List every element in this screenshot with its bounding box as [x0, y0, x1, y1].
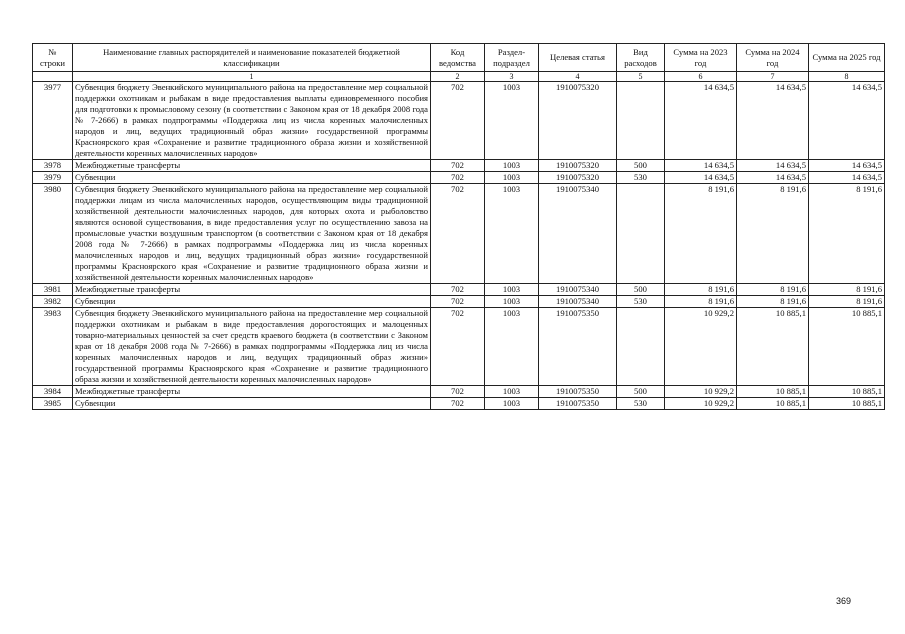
row-target: 1910075320: [539, 172, 617, 184]
row-number: 3977: [33, 82, 73, 160]
table-row: [33, 184, 885, 284]
row-kind: [617, 82, 665, 160]
row-name: Межбюджетные трансферты: [73, 284, 431, 296]
table-row: [33, 172, 885, 184]
row-sum-2024: 8 191,6: [737, 284, 809, 296]
column-number: 8: [809, 72, 885, 82]
column-number: 6: [665, 72, 737, 82]
row-sum-2023: 14 634,5: [665, 172, 737, 184]
row-section: 1003: [485, 284, 539, 296]
row-target: 1910075340: [539, 296, 617, 308]
row-sum-2024: 14 634,5: [737, 160, 809, 172]
row-name: Межбюджетные трансферты: [73, 160, 431, 172]
row-name: Межбюджетные трансферты: [73, 386, 431, 398]
row-kind: 530: [617, 296, 665, 308]
column-number: 4: [539, 72, 617, 82]
row-name: Субвенции: [73, 398, 431, 410]
row-sum-2025: 10 885,1: [809, 386, 885, 398]
row-kind: 500: [617, 284, 665, 296]
row-kind: 530: [617, 172, 665, 184]
row-target: 1910075340: [539, 184, 617, 284]
row-name: Субвенции: [73, 296, 431, 308]
row-sum-2023: 14 634,5: [665, 82, 737, 160]
row-section: 1003: [485, 184, 539, 284]
row-number: 3979: [33, 172, 73, 184]
row-sum-2024: 10 885,1: [737, 386, 809, 398]
row-section: 1003: [485, 82, 539, 160]
row-sum-2023: 10 929,2: [665, 386, 737, 398]
table-row: [33, 386, 885, 398]
row-sum-2025: 10 885,1: [809, 308, 885, 386]
row-target: 1910075340: [539, 284, 617, 296]
row-kind: 500: [617, 160, 665, 172]
column-number-blank: [33, 72, 73, 82]
header-row: [33, 44, 885, 72]
column-number: 1: [73, 72, 431, 82]
row-sum-2024: 14 634,5: [737, 82, 809, 160]
header-code: Код ведомства: [431, 44, 485, 72]
header-section: Раздел-подраздел: [485, 44, 539, 72]
row-sum-2023: 14 634,5: [665, 160, 737, 172]
header-kind: Вид расходов: [617, 44, 665, 72]
row-target: 1910075350: [539, 308, 617, 386]
header-name: Наименование главных распорядителей и наименование показателей бюджетной классификации: [73, 44, 431, 72]
header-sum-2023: Сумма на 2023 год: [665, 44, 737, 72]
row-code: 702: [431, 398, 485, 410]
row-name: Субвенция бюджету Эвенкийского муниципального района на предоставление мер социальной поддержки охотникам и рыбакам в виде предоставления выплаты единовременного пособия для подготовки к промысловому сезону (в соответствии с Законом края от 18 декабря 2008 года № 7-2666) в рамках подпрограммы «Поддержка лиц из числа коренных малочисленных народов и лиц, ведущих традиционный образ жизни» государственной программы Красноярского края «Сохранение и развитие традиционного образа жизни и хозяйственной деятельности коренных малочисленных народов»: [73, 82, 431, 160]
row-sum-2024: 8 191,6: [737, 184, 809, 284]
column-number: 5: [617, 72, 665, 82]
row-number: 3984: [33, 386, 73, 398]
row-sum-2023: 8 191,6: [665, 284, 737, 296]
row-kind: 530: [617, 398, 665, 410]
row-number: 3980: [33, 184, 73, 284]
row-code: 702: [431, 82, 485, 160]
row-section: 1003: [485, 386, 539, 398]
row-code: 702: [431, 296, 485, 308]
row-sum-2025: 8 191,6: [809, 296, 885, 308]
row-sum-2024: 14 634,5: [737, 172, 809, 184]
row-sum-2025: 8 191,6: [809, 184, 885, 284]
table-row: [33, 284, 885, 296]
row-target: 1910075350: [539, 386, 617, 398]
column-number-row: [33, 72, 885, 82]
header-num: № строки: [33, 44, 73, 72]
row-code: 702: [431, 386, 485, 398]
row-sum-2023: 10 929,2: [665, 398, 737, 410]
row-code: 702: [431, 284, 485, 296]
row-sum-2023: 8 191,6: [665, 184, 737, 284]
row-sum-2024: 10 885,1: [737, 308, 809, 386]
row-code: 702: [431, 172, 485, 184]
table-row: [33, 308, 885, 386]
row-target: 1910075350: [539, 398, 617, 410]
header-sum-2024: Сумма на 2024 год: [737, 44, 809, 72]
row-name: Субвенции: [73, 172, 431, 184]
row-target: 1910075320: [539, 82, 617, 160]
column-number: 7: [737, 72, 809, 82]
row-sum-2025: 14 634,5: [809, 172, 885, 184]
row-section: 1003: [485, 398, 539, 410]
row-sum-2025: 14 634,5: [809, 82, 885, 160]
row-sum-2024: 10 885,1: [737, 398, 809, 410]
row-number: 3981: [33, 284, 73, 296]
row-number: 3985: [33, 398, 73, 410]
row-number: 3982: [33, 296, 73, 308]
row-code: 702: [431, 160, 485, 172]
row-section: 1003: [485, 160, 539, 172]
row-sum-2025: 10 885,1: [809, 398, 885, 410]
table-row: [33, 398, 885, 410]
table-row: [33, 296, 885, 308]
row-sum-2025: 8 191,6: [809, 284, 885, 296]
row-section: 1003: [485, 172, 539, 184]
row-section: 1003: [485, 308, 539, 386]
column-number: 2: [431, 72, 485, 82]
row-name: Субвенция бюджету Эвенкийского муниципального района на предоставление мер социальной поддержки лицам из числа малочисленных народов, осуществляющим виды традиционной хозяйственной деятельности малочисленных народов, для которых охота и рыболовство являются основой существования, в виде предоставления услуг по осуществлению завоза на промысловые участки воздушным транспортом (в соответствии с Законом края от 18 декабря 2008 года № 7-2666) в рамках подпрограммы «Поддержка лиц из числа коренных малочисленных народов и лиц, ведущих традиционный образ жизни» государственной программы Красноярского края «Сохранение и развитие традиционного образа жизни и хозяйственной деятельности коренных малочисленных народов»: [73, 184, 431, 284]
row-name: Субвенция бюджету Эвенкийского муниципального района на предоставление мер социальной поддержки охотникам и рыбакам в виде предоставления дорогостоящих и малоценных товарно-материальных ценностей за счет средств краевого бюджета (в соответствии с Законом края от 18 декабря 2008 года № 7-2666) в рамках подпрограммы «Поддержка лиц из числа коренных малочисленных народов и лиц, ведущих традиционный образ жизни» государственной программы Красноярского края «Сохранение и развитие традиционного образа жизни и хозяйственной деятельности коренных малочисленных народов»: [73, 308, 431, 386]
row-sum-2024: 8 191,6: [737, 296, 809, 308]
row-sum-2023: 10 929,2: [665, 308, 737, 386]
budget-table: [32, 43, 885, 410]
row-number: 3983: [33, 308, 73, 386]
header-target: Целевая статья: [539, 44, 617, 72]
row-code: 702: [431, 184, 485, 284]
row-number: 3978: [33, 160, 73, 172]
row-code: 702: [431, 308, 485, 386]
row-kind: [617, 308, 665, 386]
row-sum-2023: 8 191,6: [665, 296, 737, 308]
table-row: [33, 160, 885, 172]
row-section: 1003: [485, 296, 539, 308]
table-row: [33, 82, 885, 160]
header-sum-2025: Сумма на 2025 год: [809, 44, 885, 72]
column-number: 3: [485, 72, 539, 82]
row-target: 1910075320: [539, 160, 617, 172]
row-sum-2025: 14 634,5: [809, 160, 885, 172]
row-kind: 500: [617, 386, 665, 398]
row-kind: [617, 184, 665, 284]
page-number: 369: [836, 596, 852, 606]
